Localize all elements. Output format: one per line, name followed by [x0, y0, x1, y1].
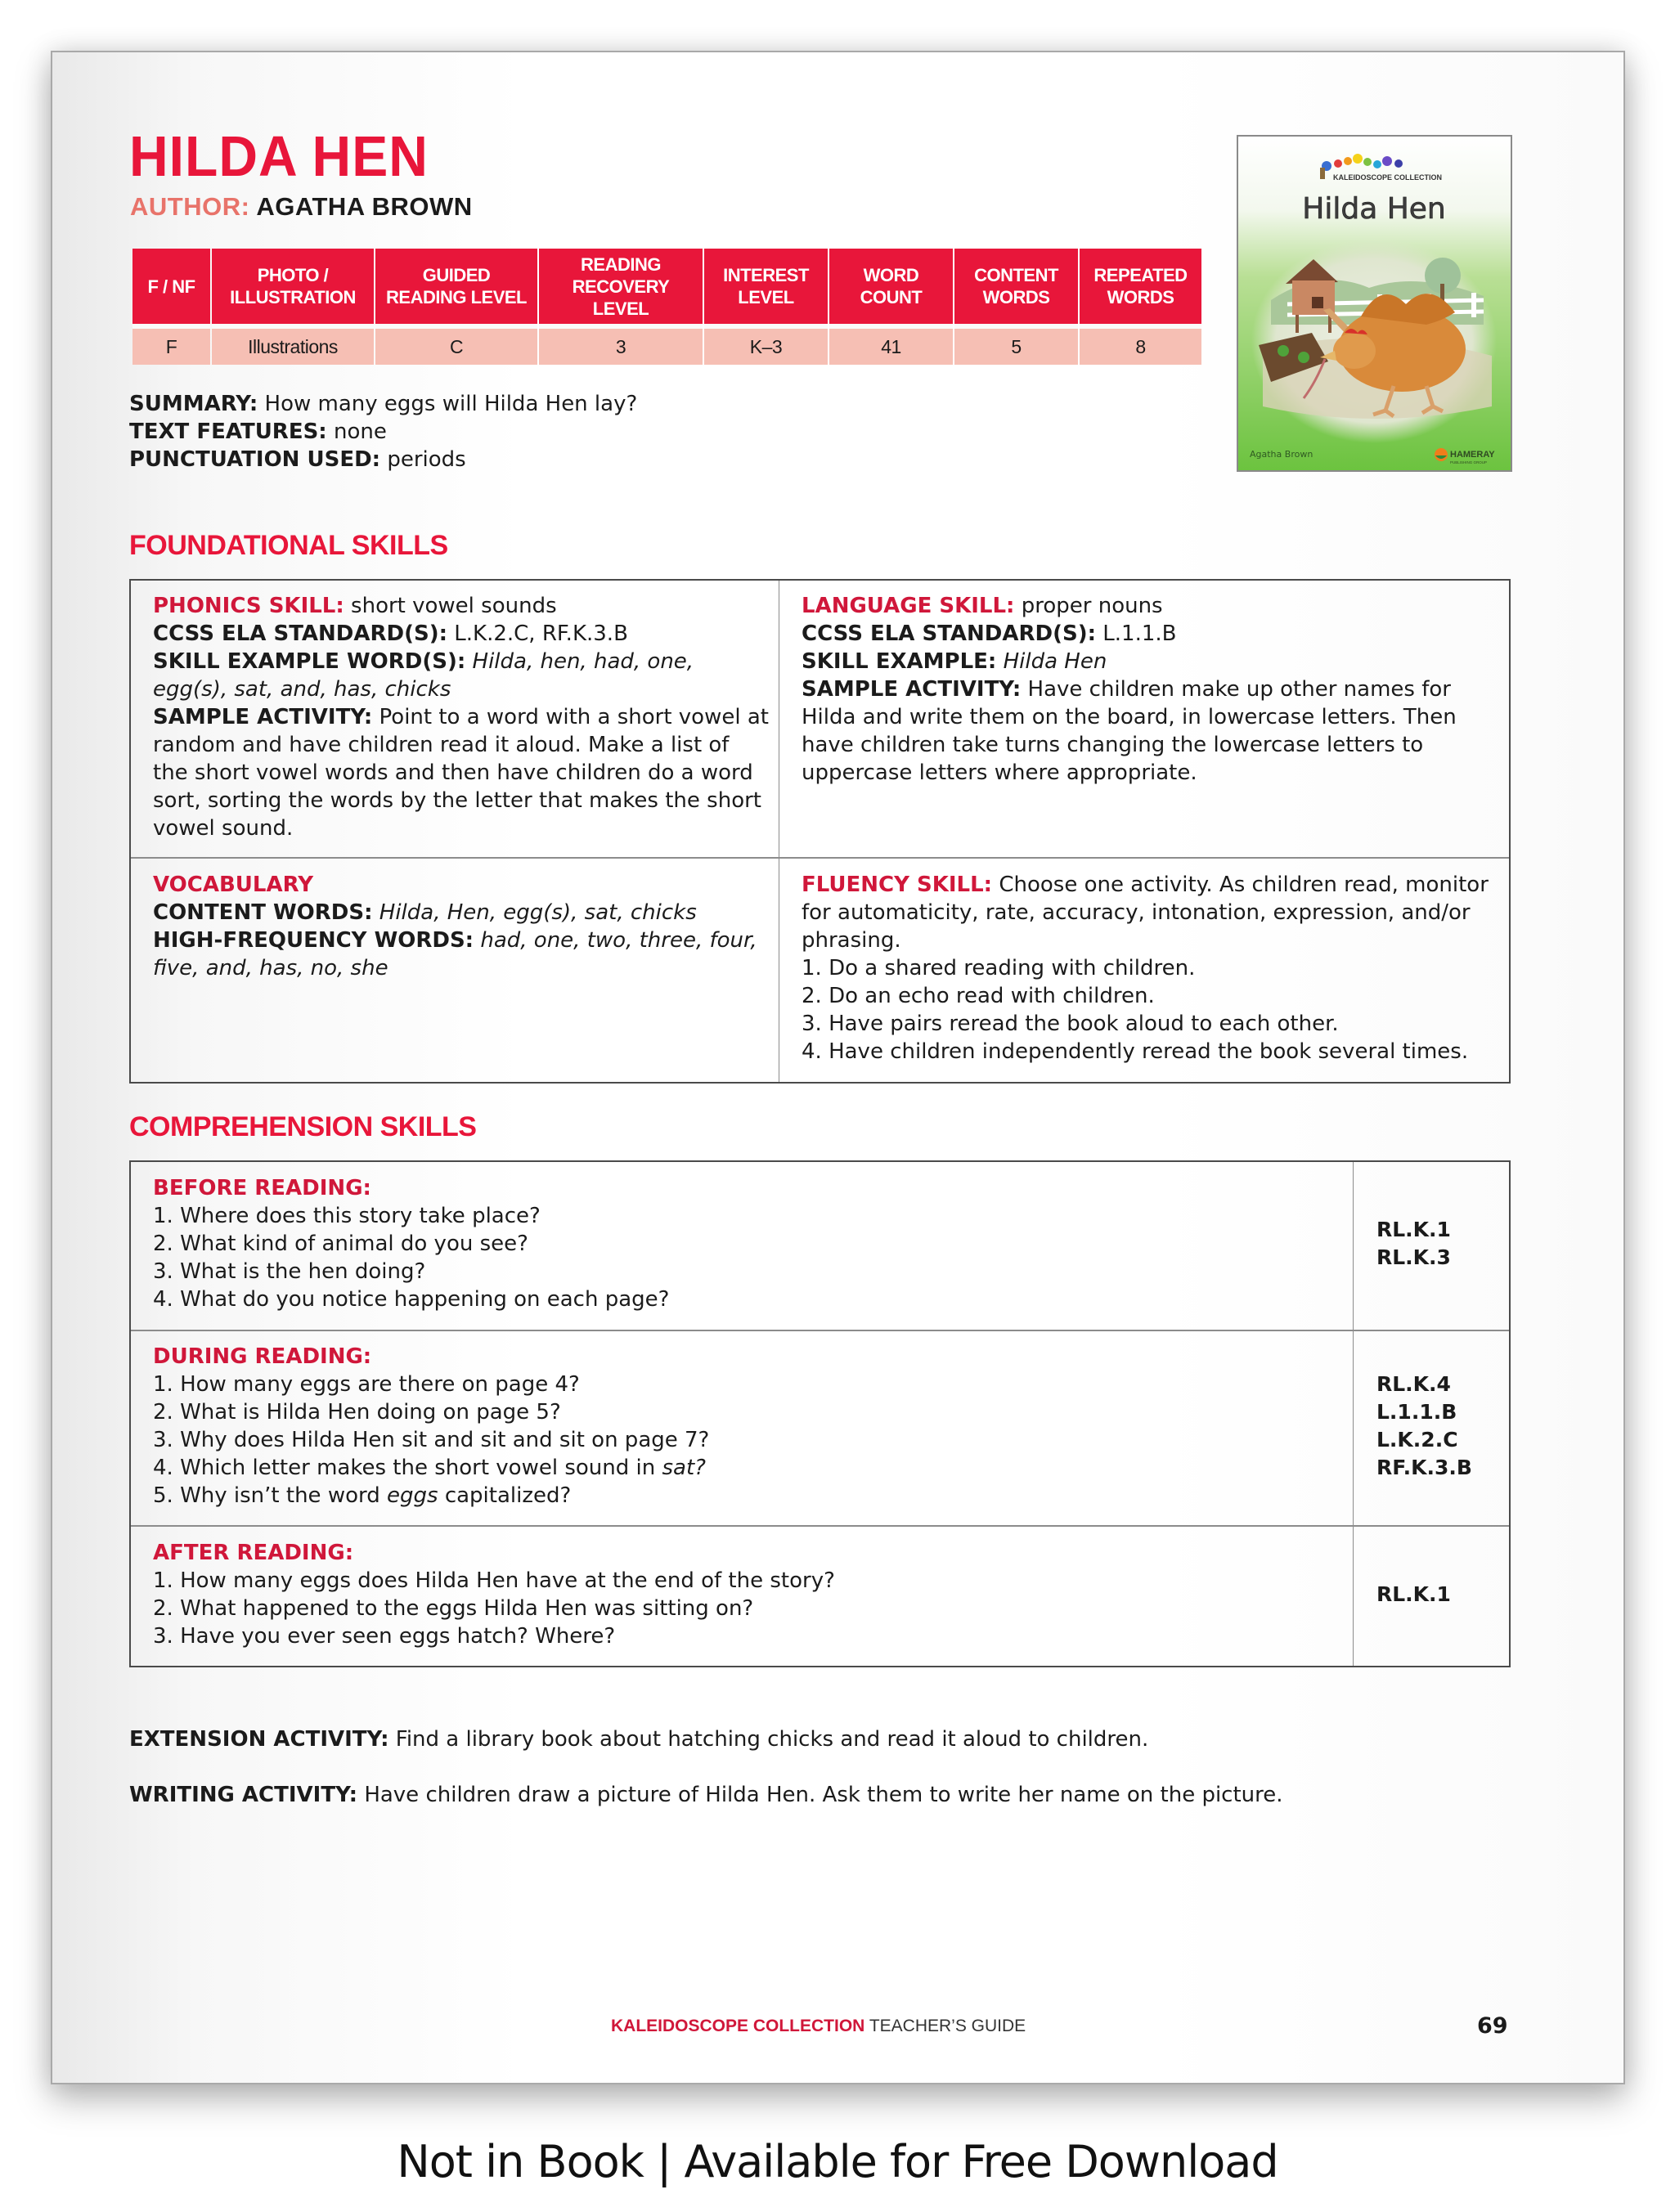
- during-reading-question: 5. Why isn’t the word eggs capitalized?: [153, 1483, 572, 1508]
- punctuation-label: PUNCTUATION USED:: [129, 447, 381, 472]
- book-cover-illustration: [1238, 137, 1511, 470]
- during-reading-standards: [1376, 1371, 1499, 1482]
- text-features-value: none: [333, 420, 387, 444]
- punctuation-value: periods: [387, 447, 466, 472]
- language-example-value: Hilda Hen: [1003, 649, 1107, 674]
- fluency-item: 4. Have children independently reread the book several times.: [802, 1039, 1469, 1064]
- extension-activity-label: EXTENSION ACTIVITY:: [129, 1727, 389, 1752]
- standard-code: RL.K.3: [1376, 1245, 1451, 1269]
- text-features-line: [129, 418, 637, 446]
- writing-activity-label: WRITING ACTIVITY:: [129, 1783, 358, 1807]
- page-number: 69: [1477, 2013, 1508, 2039]
- extension-activity-text: Find a library book about hatching chicks and read it aloud to children.: [395, 1727, 1149, 1752]
- language-standards-value: L.1.1.B: [1102, 621, 1177, 646]
- fluency-item: 3. Have pairs reread the book aloud to each other.: [802, 1012, 1339, 1036]
- fluency-skill-cell: [802, 871, 1497, 1066]
- value-word-count: 41: [829, 324, 953, 365]
- phonics-skill-value: short vowel sounds: [351, 594, 557, 618]
- download-caption: Not in Book | Available for Free Download: [397, 2136, 1278, 2187]
- value-photo-illustration: Illustrations: [212, 324, 374, 365]
- standard-code: RL.K.4: [1376, 1372, 1451, 1396]
- info-table-header-row: [132, 249, 1201, 324]
- during-after-divider: [131, 1525, 1509, 1527]
- phonics-standards-value: L.K.2.C, RF.K.3.B: [454, 621, 628, 646]
- content-words-value: Hilda, Hen, egg(s), sat, chicks: [379, 900, 697, 925]
- language-example-label: SKILL EXAMPLE:: [802, 649, 997, 674]
- before-reading-question: 4. What do you notice happening on each page?: [153, 1287, 670, 1312]
- during-reading-cell: [153, 1343, 1339, 1510]
- header-guided-reading-level: GUIDED READING LEVEL: [375, 249, 537, 324]
- language-standards-label: CCSS ELA STANDARD(S):: [802, 621, 1097, 646]
- phonics-skill-label: PHONICS SKILL:: [153, 594, 344, 618]
- standard-code: L.K.2.C: [1376, 1428, 1458, 1451]
- after-reading-question: 1. How many eggs does Hilda Hen have at the end of the story?: [153, 1568, 835, 1593]
- during-reading-label: DURING READING:: [153, 1344, 372, 1369]
- during-reading-question: 4. Which letter makes the short vowel sound in sat?: [153, 1456, 706, 1480]
- during-reading-question: 3. Why does Hilda Hen sit and sit and sit on page 7?: [153, 1428, 710, 1452]
- value-guided-reading-level: C: [375, 324, 537, 365]
- header-f-nf: F / NF: [132, 249, 210, 324]
- info-table-value-row: [132, 324, 1201, 365]
- during-reading-question: 2. What is Hilda Hen doing on page 5?: [153, 1400, 561, 1425]
- book-title: HILDA HEN: [129, 123, 429, 188]
- extension-activity: [129, 1725, 1148, 1753]
- footer-guide: TEACHER’S GUIDE: [869, 2017, 1026, 2035]
- phonics-skill-cell: [153, 592, 770, 842]
- after-reading-question: 3. Have you ever seen eggs hatch? Where?: [153, 1624, 616, 1649]
- standard-code: RF.K.3.B: [1376, 1456, 1472, 1479]
- writing-activity-text: Have children draw a picture of Hilda Hen. Ask them to write her name on the picture.: [364, 1783, 1283, 1807]
- high-frequency-words-label: HIGH-FREQUENCY WORDS:: [153, 928, 474, 953]
- writing-activity: [129, 1781, 1283, 1809]
- header-word-count: WORD COUNT: [829, 249, 953, 324]
- language-skill-label: LANGUAGE SKILL:: [802, 594, 1015, 618]
- standards-column-divider: [1353, 1162, 1354, 1666]
- language-skill-value: proper nouns: [1021, 594, 1163, 618]
- comprehension-skills-heading: COMPREHENSION SKILLS: [129, 1111, 477, 1142]
- summary-line: [129, 390, 637, 418]
- phonics-examples-value: Hilda, hen, had, one, egg(s), sat, and, has, chicks: [153, 649, 694, 702]
- author-label: AUTHOR:: [130, 192, 250, 221]
- page-footer: [611, 2017, 1026, 2036]
- value-interest-level: K–3: [704, 324, 828, 365]
- book-info-table: [131, 249, 1203, 365]
- phonics-activity-label: SAMPLE ACTIVITY:: [153, 705, 373, 729]
- header-content-words: CONTENT WORDS: [954, 249, 1078, 324]
- before-reading-question: 2. What kind of animal do you see?: [153, 1232, 528, 1256]
- cover-author-text: Agatha Brown: [1250, 449, 1314, 460]
- before-reading-label: BEFORE READING:: [153, 1176, 371, 1200]
- cover-publisher-text: HAMERAY: [1450, 450, 1495, 460]
- phonics-examples-label: SKILL EXAMPLE WORD(S):: [153, 649, 466, 674]
- punctuation-line: [129, 446, 637, 473]
- before-reading-question: 1. Where does this story take place?: [153, 1204, 541, 1228]
- language-activity-label: SAMPLE ACTIVITY:: [802, 677, 1022, 702]
- language-skill-cell: [802, 592, 1497, 787]
- header-photo-illustration: PHOTO / ILLUSTRATION: [212, 249, 374, 324]
- before-reading-standards: [1376, 1216, 1499, 1272]
- standard-code: L.1.1.B: [1376, 1400, 1457, 1424]
- header-repeated-words: REPEATED WORDS: [1080, 249, 1201, 324]
- high-frequency-words-value: had, one, two, three, four, five, and, has, no, she: [153, 928, 757, 980]
- text-features-label: TEXT FEATURES:: [129, 420, 327, 444]
- after-reading-standards: [1376, 1581, 1499, 1609]
- value-f-nf: F: [132, 324, 210, 365]
- author-name: AGATHA BROWN: [256, 192, 473, 221]
- header-reading-recovery-level: READING RECOVERY LEVEL: [539, 249, 703, 324]
- book-meta: [129, 390, 637, 473]
- fluency-item: 1. Do a shared reading with children.: [802, 956, 1196, 980]
- teacher-guide-page: [51, 51, 1625, 2084]
- before-reading-question: 3. What is the hen doing?: [153, 1259, 426, 1284]
- fluency-skill-label: FLUENCY SKILL:: [802, 873, 993, 897]
- before-during-divider: [131, 1330, 1509, 1331]
- footer-brand: KALEIDOSCOPE COLLECTION: [611, 2017, 865, 2035]
- content-words-label: CONTENT WORDS:: [153, 900, 373, 925]
- foundational-skills-heading: FOUNDATIONAL SKILLS: [129, 530, 448, 561]
- cover-title-text: Hilda Hen: [1302, 192, 1446, 226]
- phonics-standards-label: CCSS ELA STANDARD(S):: [153, 621, 448, 646]
- value-repeated-words: 8: [1080, 324, 1201, 365]
- during-reading-question: 1. How many eggs are there on page 4?: [153, 1372, 580, 1397]
- standard-code: RL.K.1: [1376, 1218, 1451, 1241]
- fluency-skill-intro: Choose one activity. As children read, monitor for automaticity, rate, accuracy, intonation, expression, and/or phrasing.: [802, 873, 1489, 953]
- header-interest-level: INTEREST LEVEL: [704, 249, 828, 324]
- after-reading-label: AFTER READING:: [153, 1541, 354, 1565]
- cover-series-text: KALEIDOSCOPE COLLECTION: [1333, 173, 1443, 182]
- cover-publisher-sub-text: PUBLISHING GROUP: [1450, 460, 1488, 464]
- summary-label: SUMMARY:: [129, 392, 258, 416]
- standard-code: RL.K.1: [1376, 1582, 1451, 1606]
- summary-text: How many eggs will Hilda Hen lay?: [264, 392, 638, 416]
- fluency-item: 2. Do an echo read with children.: [802, 984, 1155, 1008]
- vocabulary-label: VOCABULARY: [153, 873, 314, 897]
- language-activity-text: Have children make up other names for Hilda and write them on the board, in lowercase letters. Then have children take turns changing the lowercase letters to uppercase letters where appropriate.: [802, 677, 1457, 785]
- value-reading-recovery-level: 3: [539, 324, 703, 365]
- vocabulary-cell: [153, 871, 770, 982]
- after-reading-question: 2. What happened to the eggs Hilda Hen was sitting on?: [153, 1596, 754, 1621]
- book-cover-image: [1237, 135, 1512, 472]
- before-reading-cell: [153, 1174, 1339, 1313]
- after-reading-cell: [153, 1539, 1339, 1650]
- value-content-words: 5: [954, 324, 1078, 365]
- author-line: [130, 194, 473, 219]
- phonics-activity-text: Point to a word with a short vowel at random and have children read it aloud. Make a list of the short vowel words and then have children do a word sort, sorting the words by the letter that makes the short vowel sound.: [153, 705, 769, 841]
- foundational-row-divider: [131, 857, 1509, 859]
